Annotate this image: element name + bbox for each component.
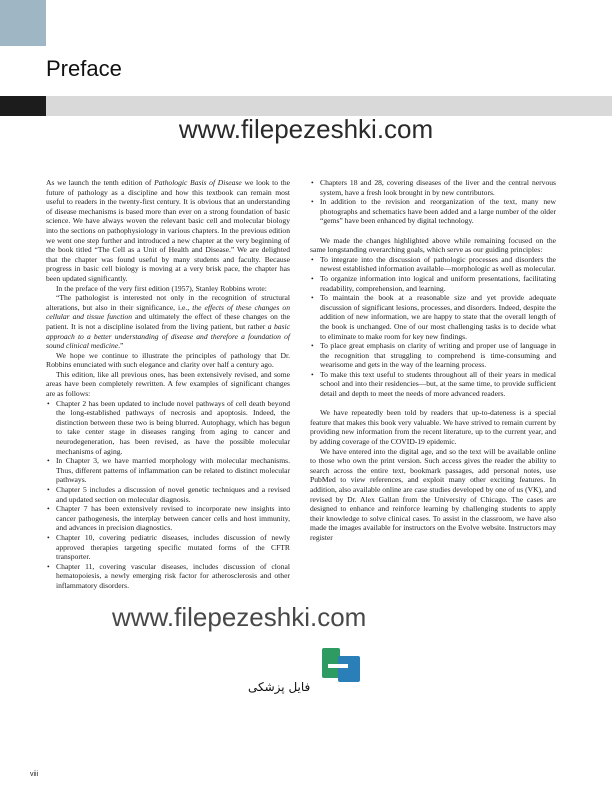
corner-color-block bbox=[0, 0, 46, 46]
changes-list-continued bbox=[310, 178, 556, 226]
revision-paragraph: This edition, like all previous ones, has been extensively revised, and some areas have been completely rewritten. A few examples of significant changes are as follows: bbox=[46, 369, 290, 399]
hope-paragraph: We hope we continue to illustrate the principles of pathology that Dr. Robbins enunciated with such elegance and clarity over half a century ago. bbox=[46, 350, 290, 370]
goals-paragraph: We made the changes highlighted above while remaining focused on the same longstanding overarching goals, which serve as our guiding principles: bbox=[310, 235, 556, 255]
quote-emphasis-1: the effects of these changes on cellular and tissue function bbox=[46, 302, 290, 322]
list-item: • Chapters 18 and 28, covering diseases of the liver and the central nervous system, have a fresh look brought in by new contributors. bbox=[310, 178, 556, 197]
up-to-dateness-paragraph: We have repeatedly been told by readers that up-to-dateness is a special feature that makes this book very valuable. We have strived to remain current by providing new information from the recent literature, up to the current year, and by adding coverage of the COVID-19 epidemic. bbox=[310, 408, 556, 447]
list-item: • To make this text useful to students throughout all of their years in medical school and into their residencies—but, at the same time, to provide sufficient detail and depth to meet the needs of more advanced readers. bbox=[310, 370, 556, 399]
list-item: • To organize information into logical and uniform presentations, facilitating readability, comprehension, and learning. bbox=[310, 274, 556, 293]
book-title: Pathologic Basis of Disease bbox=[154, 178, 242, 187]
quote-text-c: .” bbox=[118, 341, 124, 351]
watermark-url-top: www.filepezeshki.com bbox=[178, 114, 434, 144]
quote-text-b: and ultimately the effect of these changes on the patient. It is not a discipline isolated from the living patient, but rather bbox=[46, 312, 291, 331]
list-item: • To integrate into the discussion of pathologic processes and disorders the newest established information available—morphologic as well as molecular. bbox=[310, 255, 556, 274]
spacer bbox=[310, 399, 556, 409]
header-rule-dark bbox=[0, 96, 46, 116]
list-item: • Chapter 5 includes a discussion of novel genetic techniques and a revised and updated section on molecular diagnosis. bbox=[46, 485, 290, 504]
robbins-quote bbox=[46, 293, 290, 351]
spacer bbox=[310, 226, 556, 236]
changes-list bbox=[46, 399, 290, 591]
intro-text-a: As we launch the tenth edition of bbox=[46, 178, 155, 187]
logo-shape-blue bbox=[338, 656, 360, 682]
list-item: • Chapter 2 has been updated to include novel pathways of cell death beyond the long-established pathways of necrosis and apoptosis. Indeed, the distinction between these two is being blurred. Autophagy, which has begun to take center stage in diseases ranging from aging to cancer and neurodegeneration, has been revised, as have the possible molecular mechanisms of aging. bbox=[46, 399, 290, 457]
header-rule-gray bbox=[46, 96, 612, 116]
list-item: • In addition to the revision and reorganization of the text, many new photographs and schematics have been added and a large number of the older “gems” have been enhanced by digital technology. bbox=[310, 197, 556, 226]
logo-bar bbox=[328, 664, 348, 668]
list-item: • In Chapter 3, we have married morphology with molecular mechanisms. Thus, different patterns of inflammation can be related to distinct molecular pathways. bbox=[46, 456, 290, 485]
quote-emphasis-2: a basic approach to a better understanding of disease and therefore a foundation of sound clinical medicine bbox=[46, 321, 290, 351]
right-column bbox=[310, 178, 556, 543]
logo-shape-green bbox=[322, 648, 340, 678]
left-column bbox=[46, 178, 290, 591]
watermark-url-overlay: www.filepezeshki.com bbox=[112, 602, 367, 632]
quote-text-a: “The pathologist is interested not only in the recognition of structural alterations, but also in their significance, i.e., bbox=[46, 293, 290, 312]
page-title: Preface bbox=[46, 56, 122, 81]
robbins-intro-paragraph: In the preface of the very first edition (1957), Stanley Robbins wrote: bbox=[56, 283, 267, 293]
page-number: viii bbox=[30, 771, 39, 778]
site-logo-icon bbox=[318, 642, 366, 690]
list-item: • Chapter 11, covering vascular diseases, includes discussion of clonal hematopoiesis, a newly emerging risk factor for atherosclerosis and other inflammatory disorders. bbox=[46, 562, 290, 591]
digital-age-paragraph: We have entered into the digital age, and so the text will be available online to those who own the print version. Such access gives the reader the ability to search across the entire text, bookmark passages, add personal notes, use PubMed to view references, and exploit many other exciting features. In addition, also available online are case studies developed by one of us (VK), and revised by Dr. Alex Gallan from the University of Chicago. The cases are designed to enhance and reinforce learning by challenging students to apply their knowledge to solve clinical cases. To assist in the classroom, we have also made the images available for instructors on the Evolve website. Instructors may register bbox=[310, 446, 556, 542]
list-item: • Chapter 10, covering pediatric diseases, includes discussion of newly approved therapies targeting specific mutated forms of the CFTR transporter. bbox=[46, 533, 290, 562]
list-item: • To maintain the book at a reasonable size and yet provide adequate discussion of significant lesions, processes, and disorders. Indeed, despite the addition of new information, we are happy to state that the overall length of the book is unchanged. One of our most challenging tasks is to decide what to eliminate to make room for key new findings. bbox=[310, 293, 556, 341]
logo-text: فایل پزشکی bbox=[248, 680, 311, 694]
list-item: • Chapter 7 has been extensively revised to incorporate new insights into cancer pathogenesis, the interplay between cancer cells and host immunity, and advances in precision diagnostics. bbox=[46, 504, 290, 533]
intro-paragraph bbox=[46, 178, 290, 284]
principles-list bbox=[310, 255, 556, 399]
intro-text-b: we look to the future of pathology as a discipline and how this textbook can remain most useful to readers in the twenty-first century. It is obvious that an understanding of disease mechanisms is based more than ever on a strong foundation of basic science. We have always woven the relevant basic cell and molecular biology into the sections on pathophysiology in various chapters. In the previous edition we went one step further and introduced a new chapter at the very beginning of the book titled “The Cell as a Unit of Health and Disease.” We are delighted that the chapter was found useful by many students and faculty. Because progress in basic cell biology is moving at a very brisk pace, the chapter has been updated significantly. bbox=[46, 178, 290, 283]
list-item: • To place great emphasis on clarity of writing and proper use of language in the recognition that struggling to comprehend is time-consuming and wearisome and gets in the way of the learning process. bbox=[310, 341, 556, 370]
